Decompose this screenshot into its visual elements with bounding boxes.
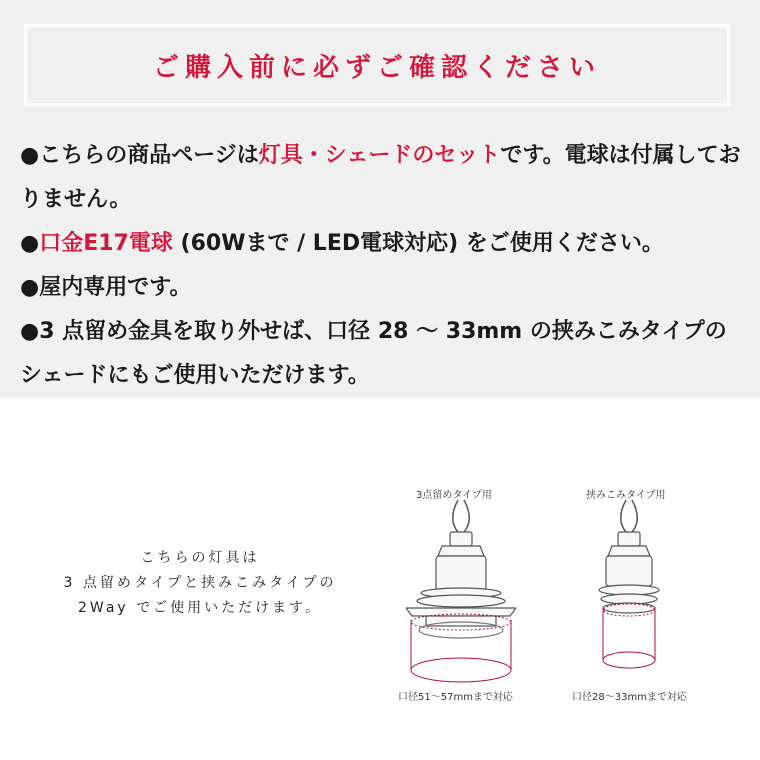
note-highlight: 灯具・シェードのセット (258, 143, 501, 168)
caption-line: 3 点留めタイプと挟みこみタイプの (63, 575, 337, 591)
left-diagram-caption: 口径51〜57mmまで対応 (398, 692, 513, 703)
note-item (20, 134, 744, 222)
note-text: 屋内専用です。 (39, 275, 192, 300)
twoway-caption (20, 546, 380, 621)
bullet-icon: ● (20, 319, 40, 344)
notice-banner (24, 24, 730, 106)
bullet-icon: ● (20, 231, 40, 256)
bullet-icon: ● (20, 143, 40, 168)
note-highlight: 口金E17電球 (39, 231, 173, 256)
left-diagram-title: 3点留めタイプ用 (416, 490, 492, 501)
note-text: 3 点留め金具を取り外せば、口径 28 〜 33mm の挟みこみタイプのシェードにもご使用いただけます。 (20, 319, 727, 388)
bullet-icon: ● (20, 275, 40, 300)
caption-line: こちらの灯具は (140, 550, 260, 566)
note-text: です。電球は付属しておりません。 (20, 143, 741, 212)
note-text: こちらの商品ページは (39, 143, 259, 168)
banner-title: ご購入前に必ずご確認ください (152, 52, 601, 83)
right-diagram-caption: 口径28〜33mmまで対応 (572, 692, 687, 703)
right-diagram-title: 挟みこみタイプ用 (586, 490, 666, 501)
clamp-socket-icon (599, 500, 659, 613)
caption-line: 2Way でご使用いただけます。 (77, 600, 323, 616)
socket-diagram (380, 470, 740, 710)
socket-illustration (380, 470, 740, 710)
note-item (20, 222, 744, 266)
notes-list (20, 134, 744, 398)
note-text: (60Wまで / LED電球対応) をご使用ください。 (172, 231, 664, 256)
note-item (20, 266, 744, 310)
note-item (20, 310, 744, 398)
